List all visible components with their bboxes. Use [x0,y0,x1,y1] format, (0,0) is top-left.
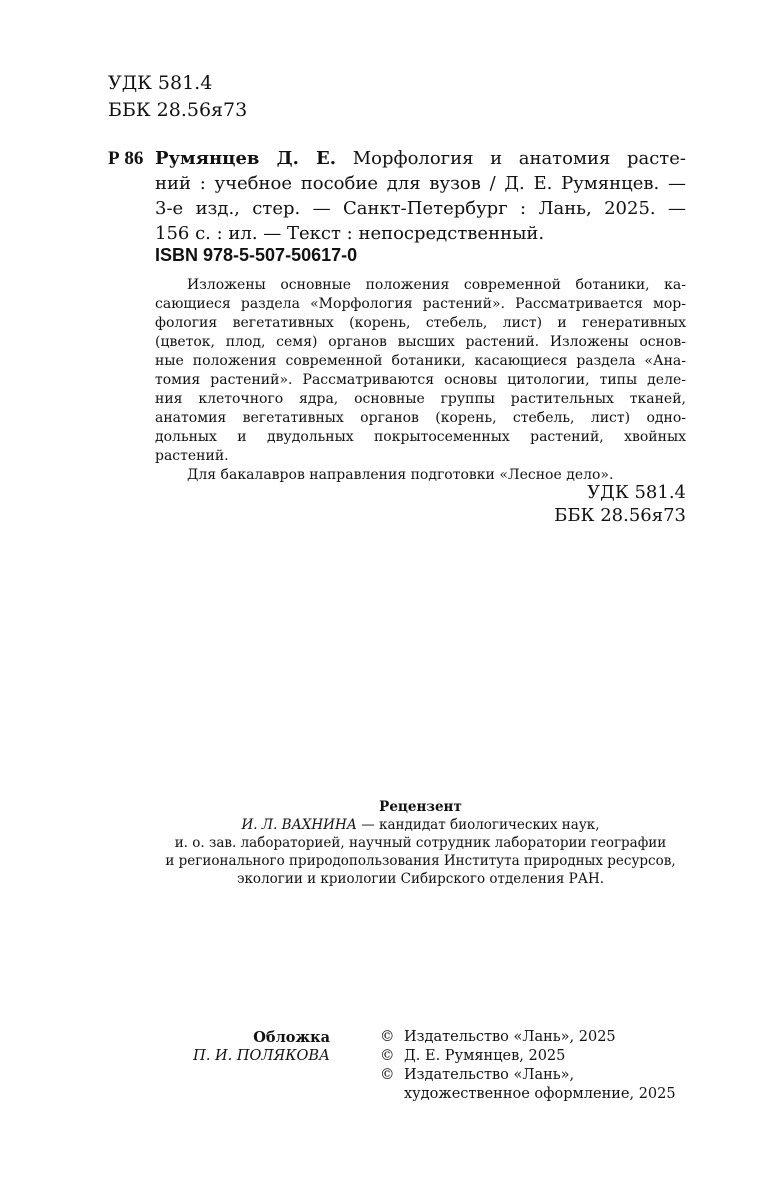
reviewer-line-3: и регионального природопользования Института природных ресурсов, [165,853,676,869]
annotation-line: ния клеточного ядра, основные группы растительных тканей, [155,391,686,407]
annotation-line: фология вегетативных (корень, стебель, лист) и генеративных [155,315,686,331]
author-sign: Р 86 [108,148,144,169]
reviewer-name: И. Л. ВАХНИНА [241,817,357,833]
bib-line-3: 3-е изд., стер. — Санкт-Петербург : Лань, 2025. — [155,198,686,219]
copyright-row [380,1047,676,1066]
isbn: ISBN 978-5-507-50617-0 [155,245,358,265]
reviewer-credentials: — кандидат биологических наук, [356,817,600,833]
udk-code: УДК 581.4 [108,72,213,94]
target-audience: Для бакалавров направления подготовки «Лесное дело». [187,467,614,483]
annotation-line: растений. [155,448,229,464]
copyright-row [380,1066,676,1104]
copyright-text: Д. Е. Румянцев, 2025 [404,1048,566,1064]
annotation-line: сающиеся раздела «Морфология растений». Рассматривается мор- [155,296,686,312]
reviewer-line-1 [155,816,686,834]
bib-line-2: ний : учебное пособие для вузов / Д. Е. Румянцев. — [155,173,686,194]
classification-bottom [554,481,686,527]
reviewer-block [155,798,686,888]
copyright-text: художественное оформление, 2025 [404,1086,676,1102]
annotation-line: (цветок, плод, семя) органов высших растений. Изложены основ- [155,334,686,350]
copyright-notices [380,1028,676,1104]
copyright-icon: © [380,1067,395,1083]
cover-heading: Обложка [253,1029,330,1046]
copyright-icon: © [380,1048,395,1064]
cover-credit [155,1028,330,1066]
reviewer-line-2: и. о. зав. лабораторией, научный сотрудник лаборатории географии [174,835,667,851]
classification-top [108,70,247,124]
reviewer-line-4: экологии и криологии Сибирского отделения РАН. [236,871,605,887]
annotation-line: дольных и двудольных покрытосеменных растений, хвойных [155,429,686,445]
bib-line-4: 156 с. : ил. — Текст : непосредственный. [155,223,545,244]
copyright-text: Издательство «Лань», [404,1067,575,1083]
title-start: Морфология и анатомия расте- [352,148,686,169]
bib-line-1 [155,146,686,171]
annotation-line: ные положения современной ботаники, касающиеся раздела «Ана- [155,353,686,369]
udk-code: УДК 581.4 [587,482,686,503]
copyright-text-block [404,1066,676,1104]
reviewer-heading: Рецензент [379,799,462,815]
annotation-line: томия растений». Рассматриваются основы цитологии, типы деле- [155,372,686,388]
copyright-text: Издательство «Лань», 2025 [404,1029,616,1045]
copyright-row [380,1028,676,1047]
author-name: Румянцев Д. Е. [155,148,337,169]
copyright-icon: © [380,1029,395,1045]
bbk-code: ББК 28.56я73 [554,505,686,526]
annotation-line: анатомия вегетативных органов (корень, стебель, лист) одно- [155,410,686,426]
bbk-code: ББК 28.56я73 [108,99,248,121]
annotation [155,276,686,485]
bibliographic-record [155,146,686,246]
annotation-line: Изложены основные положения современной ботаники, ка- [187,277,686,293]
cover-artist: П. И. ПОЛЯКОВА [193,1048,330,1064]
